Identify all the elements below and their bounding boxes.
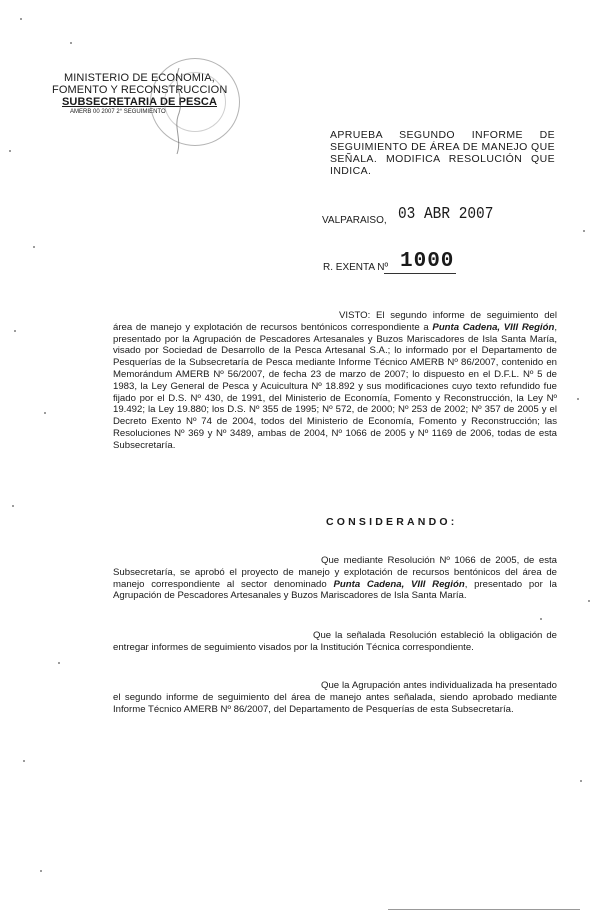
scan-speck <box>23 760 25 762</box>
scan-speck <box>580 780 582 782</box>
considerando-paragraph-3: Que la Agrupación antes individualizada ha presentado el segundo informe de seguimiento del área de manejo antes señalada, siendo aprobado mediante Informe Técnico AMERB Nº 86/2007, del Departamento de Pesquerías de esta Subsecretaría. <box>113 680 557 715</box>
footer-rule <box>388 909 580 910</box>
scan-speck <box>58 662 60 664</box>
scan-speck <box>40 870 42 872</box>
place-label: VALPARAISO, <box>322 215 387 226</box>
scan-speck <box>583 230 585 232</box>
considerando-p1-place: Punta Cadena, VIII Región <box>333 578 465 590</box>
considerando-p1-intro: Que mediante Resolución Nº 1066 de 2005, de esta Subsecretaría, se aprobó el proyecto de manejo y explotación de recursos bentónicos del área de manejo correspondiente al sector denominado <box>113 555 557 590</box>
resolution-underline <box>384 273 456 274</box>
stamp-signature-icon <box>168 66 190 156</box>
visto-intro: VISTO: El segundo informe de seguimiento del área de manejo y explotación de recursos bentónicos correspondiente a <box>113 310 557 333</box>
resolution-label: R. EXENTA Nº <box>323 262 389 273</box>
scan-speck <box>540 618 542 620</box>
considerando-heading: CONSIDERANDO: <box>326 516 458 528</box>
scan-speck <box>577 398 579 400</box>
subject-line-2: SEGUIMIENTO DE ÁREA DE MANEJO QUE <box>330 141 555 153</box>
subject-line-1: APRUEBA SEGUNDO INFORME DE <box>330 129 555 141</box>
subject-line-4: INDICA. <box>330 165 372 177</box>
document-subject <box>330 129 555 177</box>
scan-speck <box>588 600 590 602</box>
resolution-number: 1000 <box>400 250 455 273</box>
reference-code: AMERB 00 2007 2° SEGUIMIENTO <box>70 109 166 115</box>
scan-speck <box>20 18 22 20</box>
scan-speck <box>70 42 72 44</box>
scan-speck <box>14 330 16 332</box>
scan-speck <box>33 246 35 248</box>
visto-place: Punta Cadena, VIII Región <box>432 321 555 333</box>
scan-speck <box>12 505 14 507</box>
date-stamp: 03 ABR 2007 <box>398 205 494 224</box>
subsecretaria-line: SUBSECRETARIA DE PESCA <box>62 96 217 108</box>
scan-speck <box>44 412 46 414</box>
ministry-line-2: FOMENTO Y RECONSTRUCCION <box>52 84 228 96</box>
subject-line-3: SEÑALA. MODIFICA RESOLUCIÓN QUE <box>330 153 555 165</box>
considerando-paragraph-1 <box>113 555 557 602</box>
visto-paragraph <box>113 310 557 452</box>
visto-rest: , presentado por la Agrupación de Pescadores Artesanales y Buzos Mariscadores de Isla Santa María, visado por Sociedad de Desarrollo de la Pesca Artesanal S.A.; lo informado por el Departamento de Pesquerías de la Subsecretaría de Pesca mediante Informe Técnico AMERB Nº 86/2007, contenido en Memorándum AMERB Nº 56/2007, de fecha 23 de marzo de 2007; lo dispuesto en el D.F.L. Nº 5 de 1983, la Ley General de Pesca y Acuicultura Nº 18.892 y sus modificaciones cuyo texto refundido fue fijado por el D.S. Nº 430, de 1991, del Ministerio de Economía, Fomento y Reconstrucción, la Ley Nº 19.492; la Ley 19.880; los D.S. Nº 355 de 1995; Nº 572, de 2000; Nº 253 de 2002; Nº 357 de 2005 y el Decreto Exento Nº 74 de 2004, todos del Ministerio de Economía, Fomento y Reconstrucción; las Resoluciones Nº 369 y Nº 3489, ambas de 2004, Nº 1066 de 2005 y Nº 1169 de 2006, todas de esta Subsecretaría. <box>113 321 557 451</box>
ministry-line-1: MINISTERIO DE ECONOMIA, <box>64 72 215 84</box>
considerando-paragraph-2: Que la señalada Resolución estableció la obligación de entregar informes de seguimiento visados por la Institución Técnica correspondiente. <box>113 630 557 653</box>
scan-speck <box>9 150 11 152</box>
considerando-p1-rest: , presentado por la Agrupación de Pescadores Artesanales y Buzos Mariscadores de Isla Santa María. <box>113 578 557 602</box>
